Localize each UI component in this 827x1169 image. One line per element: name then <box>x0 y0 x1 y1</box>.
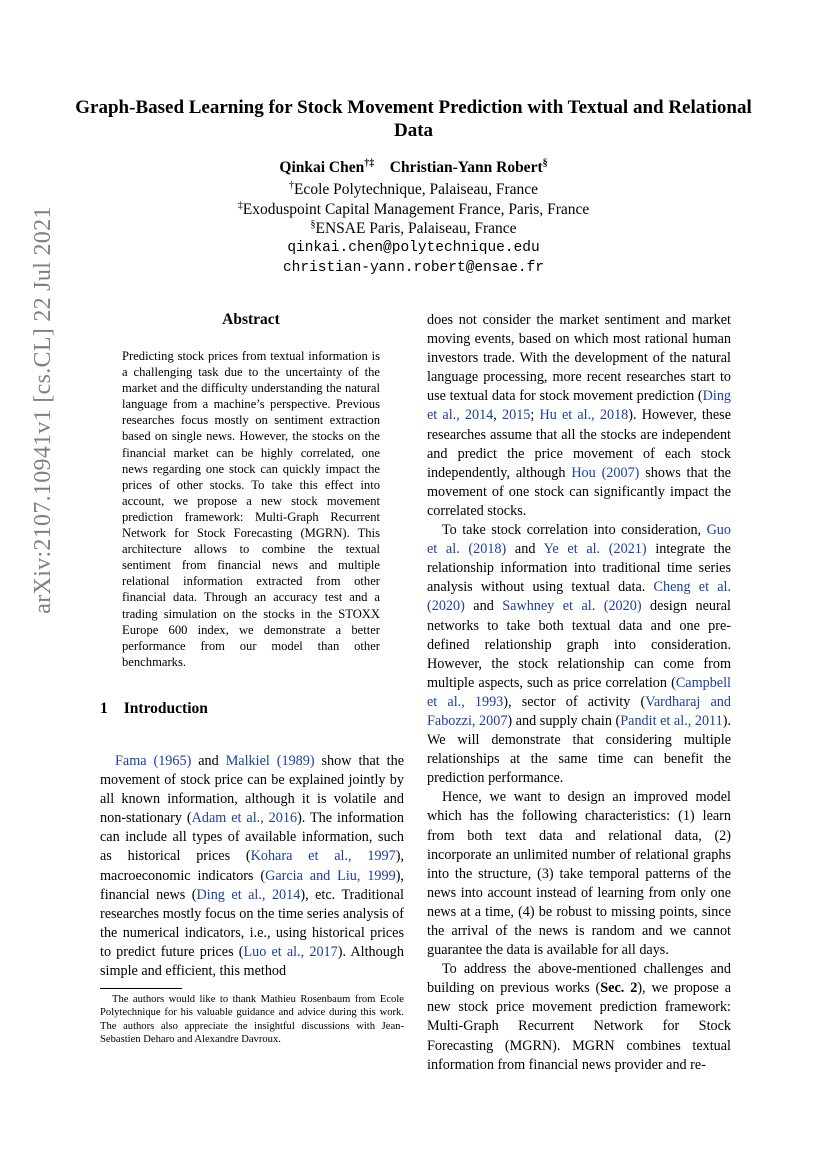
text-run: ). We will demonstrate that considering multiple relationships at the same time can benefit the prediction performance. <box>427 712 731 787</box>
author-name: Christian-Yann Robert <box>389 159 543 177</box>
text-run: ) and supply chain ( <box>507 712 621 729</box>
affiliation: †Ecole Polytechnique, Palaiseau, France <box>288 180 539 199</box>
text-run: ), financial news ( <box>100 867 404 903</box>
paragraph <box>427 960 731 1075</box>
author-email[interactable]: christian-yann.robert@ensae.fr <box>282 260 545 276</box>
citation-link[interactable]: Malkiel (1989) <box>225 753 315 769</box>
citation-link[interactable]: Adam et al., 2016 <box>191 810 298 827</box>
text-run: shows that the movement of one stock can significantly impact the correlated stocks. <box>427 464 731 519</box>
citation-link[interactable]: Luo et al., 2017 <box>243 943 338 960</box>
left-column-body <box>100 752 404 981</box>
citation-link[interactable]: Ye et al. (2021) <box>543 541 647 558</box>
text-run: ). Although simple and efficient, this method <box>100 943 404 980</box>
author-affil-marks: †‡ <box>364 158 375 169</box>
citation-link[interactable]: Cheng et al. (2020) <box>427 579 731 615</box>
citation-link[interactable]: Vardharaj and Fabozzi, 2007 <box>427 693 731 729</box>
section-number: 1 <box>100 700 108 717</box>
citation-link[interactable]: Ding et al., 2014 <box>196 886 301 903</box>
abstract-text: Predicting stock prices from textual information is a challenging task due to the uncertainty of the market and the difficulty understanding the natural language from a machine’s perspective. Previous researches focus mostly on sentiment extraction based on single news. However, the stocks on the financial market can be highly correlated, one news regarding one stock can quickly impact the prices of other stocks. To take this effect into account, we propose a new stock movement prediction framework: Multi-Graph Recurrent Network for Stock Forecasting (MGRN). This architecture allows to combine the textual sentiment from financial news and multiple relational information extracted from other financial data. Through an accuracy test and a trading simulation on the stocks in the STOXX Europe 600 index, we demonstrate a better performance from our model than other benchmarks. <box>122 349 380 669</box>
author-name: Qinkai Chen <box>279 159 365 177</box>
section-heading <box>100 700 208 718</box>
text-run: ), we propose a new stock price movement prediction framework: Multi-Graph Recurrent Network for Stock Forecasting (MGRN). MGRN combines textual information from financial news provider and re- <box>427 980 731 1073</box>
text-run: ), macroeconomic indicators ( <box>100 848 405 884</box>
paragraph <box>427 521 731 788</box>
affiliation: ‡Exoduspoint Capital Management France, Paris, France <box>237 200 590 219</box>
footnote: The authors would like to thank Mathieu Rosenbaum from Ecole Polytechnique for his valuable guidance and advice during this work. The authors also appreciate the insightful discussions with Jean-Sebastien Deharo and Alexandre Davroux. <box>100 994 404 1046</box>
text-run: design neural networks to take both textual data and one pre-defined relationship graph into consideration. However, the stock relationship can come from multiple aspects, such as price correlation ( <box>427 598 731 691</box>
author-line <box>60 158 767 177</box>
author-affil-marks: § <box>542 158 548 169</box>
text-run: ; <box>530 407 540 424</box>
section-reference: Sec. 2 <box>600 980 638 997</box>
text-run: ), etc. Traditional researches mostly focus on the time series analysis of the numerical indicators, i.e., using historical prices to predict future prices ( <box>100 886 404 960</box>
text-run: show that the movement of stock price can be explained jointly by all known information, although it is volatile and non-stationary ( <box>100 753 404 827</box>
paper-title: Graph-Based Learning for Stock Movement Prediction with Textual and Relational Data <box>75 97 752 141</box>
text-run: and <box>506 541 544 558</box>
citation-link[interactable]: Garcia and Liu, 1999 <box>265 867 396 884</box>
paragraph <box>427 788 731 960</box>
citation-link[interactable]: Guo et al. (2018) <box>427 522 731 558</box>
paragraph <box>100 752 404 981</box>
citation-link[interactable]: Hu et al., 2018 <box>539 407 629 424</box>
text-run: and <box>464 598 503 615</box>
citation-link[interactable]: Hou (2007) <box>571 464 640 481</box>
text-run: To address the above-mentioned challenges and building on previous works ( <box>427 961 731 997</box>
text-run: ), sector of activity ( <box>503 693 646 710</box>
citation-link[interactable]: Ding et al., 2014 <box>427 388 731 424</box>
text-run: and <box>191 753 226 769</box>
affiliation: §ENSAE Paris, Palaiseau, France <box>310 219 517 238</box>
citation-link[interactable]: Kohara et al., 1997 <box>250 848 396 865</box>
citation-link[interactable]: Fama (1965) <box>115 753 192 769</box>
text-run: ). The information can include all types of available information, such as historical prices ( <box>100 810 404 865</box>
text-run: Hence, we want to design an improved model which has the following characteristics: (1) learn from both text data and relational data, (2) incorporate an unlimited number of relational graphs into the structure, (3) take temporal patterns of the news into account instead of learning from only one news at a time, (4) be robust to missing points, since the arrival of the news is random and we cannot guarantee the data is available for all days. <box>427 789 731 959</box>
text-run: integrate the relationship information into traditional time series analysis without using textual data. <box>427 541 731 596</box>
footnote-rule <box>100 988 182 989</box>
text-run: does not consider the market sentiment and market moving events, based on which most rational human investors trade. With the development of the natural language processing, more recent researches start to use textual data for stock movement prediction ( <box>427 312 731 405</box>
right-column-body <box>427 311 731 1075</box>
citation-link[interactable]: Sawhney et al. (2020) <box>502 598 642 615</box>
text-run: ). However, these researches assume that all the stocks are independent and predict the price movement of each stock independently, although <box>427 407 731 481</box>
citation-link[interactable]: Campbell et al., 1993 <box>427 674 731 710</box>
abstract-heading: Abstract <box>222 311 280 328</box>
arxiv-identifier: arXiv:2107.10941v1 [cs.CL] 22 Jul 2021 <box>30 206 56 614</box>
section-title: Introduction <box>123 700 208 717</box>
citation-link[interactable]: Pandit et al., 2011 <box>620 712 723 729</box>
paragraph <box>427 311 731 521</box>
author-email[interactable]: qinkai.chen@polytechnique.edu <box>287 240 540 256</box>
text-run: , <box>493 407 502 424</box>
text-run: To take stock correlation into consideration, <box>442 522 707 539</box>
citation-link[interactable]: 2015 <box>502 407 531 424</box>
